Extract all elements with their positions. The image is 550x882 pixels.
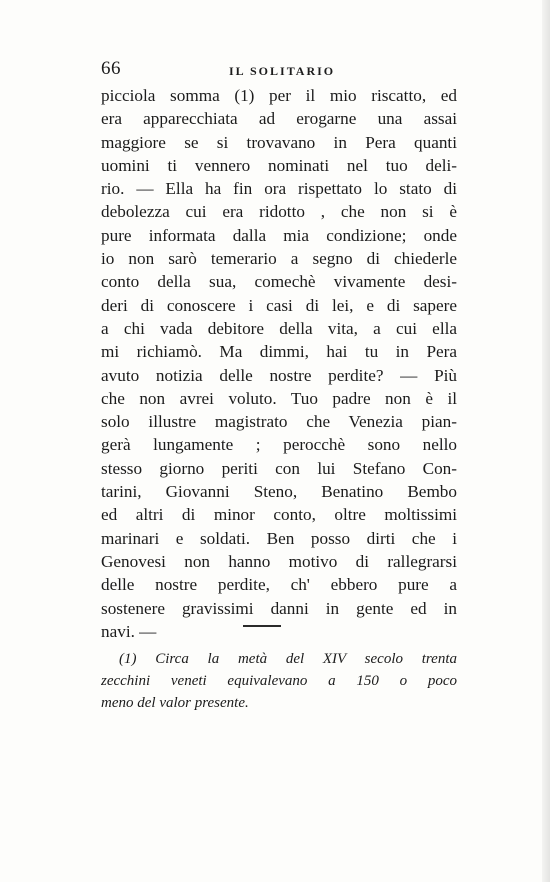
text-line: a chi vada debitore della vita, a cui ella — [101, 318, 457, 338]
text-line: picciola somma (1) per il mio riscatto, ed — [101, 86, 457, 105]
footnote — [101, 648, 457, 714]
page-edge-shadow — [542, 0, 550, 882]
text-line: era apparecchiata ad erogarne una assai — [101, 109, 457, 129]
text-line: che non avrei voluto. Tuo padre non è il — [101, 388, 457, 408]
footnote-separator — [243, 625, 281, 627]
text-line: debolezza cui era ridotto , che non si è — [101, 202, 457, 222]
footnote-line: meno del valor presente. — [101, 695, 249, 711]
text-line: maggiore se si trovavano in Pera quanti — [101, 132, 457, 152]
text-line: avuto notizia delle nostre perdite? — Più — [101, 365, 457, 385]
running-title: IL SOLITARIO — [229, 64, 336, 78]
footnote-line: zecchini veneti equivalevano a 150 o poco — [101, 673, 457, 689]
text-line: solo illustre magistrato che Venezia pian- — [101, 412, 457, 432]
text-line: delle nostre perdite, ch' ebbero pure a — [101, 575, 457, 595]
text-line: Genovesi non hanno motivo di rallegrarsi — [101, 551, 457, 571]
footnote-line: (1) Circa la metà del XIV secolo trenta — [119, 651, 457, 667]
text-line: stesso giorno periti con lui Stefano Con- — [101, 458, 457, 478]
text-line: gerà lungamente ; perocchè sono nello — [101, 435, 457, 455]
text-line: ed altri di minor conto, oltre moltissimi — [101, 505, 457, 525]
text-line: pure informata dalla mia condizione; onde — [101, 225, 457, 245]
text-line: sostenere gravissimi danni in gente ed in — [101, 598, 457, 618]
text-line: navi. — — [101, 621, 157, 641]
text-line: mi richiamò. Ma dimmi, hai tu in Pera — [101, 342, 457, 362]
text-line: io non sarò temerario a segno di chiederle — [101, 249, 457, 269]
text-line: rio. — Ella ha fin ora rispettato lo stato di — [101, 179, 457, 199]
text-line: marinari e soldati. Ben posso dirti che i — [101, 528, 457, 548]
running-head — [101, 58, 457, 84]
text-line: tarini, Giovanni Steno, Benatino Bembo — [101, 482, 457, 502]
text-line: conto della sua, comechè vivamente desi- — [101, 272, 457, 292]
text-line: deri di conoscere i casi di lei, e di sapere — [101, 295, 457, 315]
page-number: 66 — [101, 58, 121, 79]
text-line: uomini ti vennero nominati nel tuo deli- — [101, 155, 457, 175]
body-text — [101, 84, 457, 643]
